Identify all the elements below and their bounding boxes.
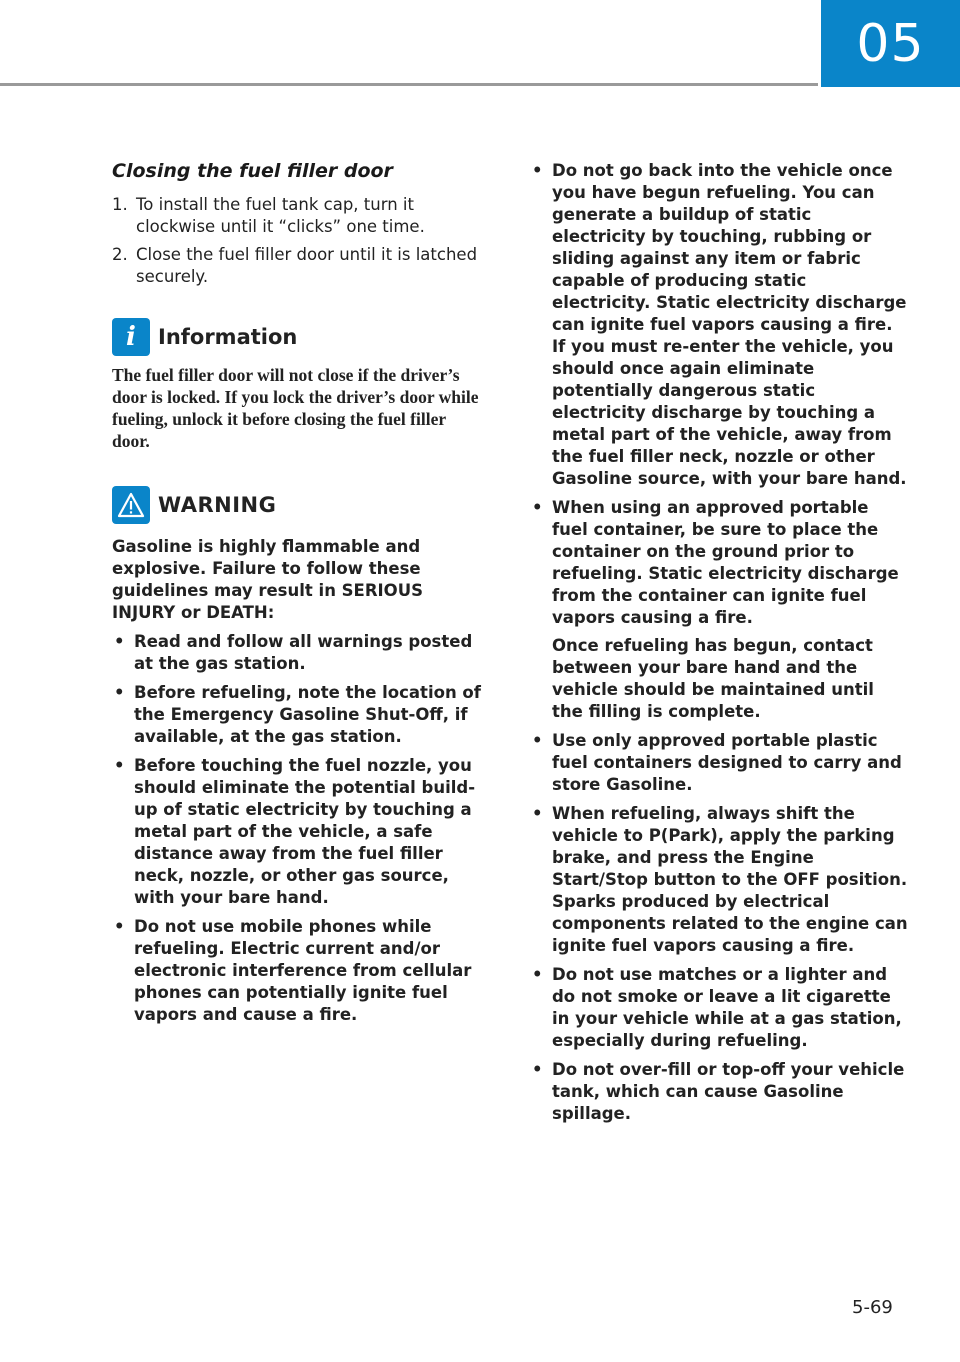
bullet-text: Do not go back into the vehicle once you have begun refueling. You can generate a buildup of static electricity by touching, rubbing or sliding against any item or fabric capable of producing static electricity. Static electricity discharge can ignite fuel vapors causing a fire. If you must re-enter the vehicle, you should once again eliminate potentially dangerous static electricity discharge by touching a metal part of the vehicle, away from the fuel filler neck, nozzle or other Gasoline source, with your bare hand. [552,161,907,488]
information-text: The fuel filler door will not close if the driver’s door is locked. If you lock the driver’s door while fueling, unlock it before closing the fuel filler door. [112,365,479,451]
warning-triangle-icon [112,486,150,524]
bullet-text: Do not use matches or a lighter and do not smoke or leave a lit cigarette in your vehicle while at a gas station, especially during refueling. [552,965,902,1050]
right-column [530,158,908,1125]
list-item: • When using an approved portable fuel container, be sure to place the container on the ground prior to refueling. Static electricity discharge from the container can ignite fuel vapors causing a fire. Once refueling has begun, contact between your bare hand and the vehicle should be maintained until the filling is complete. [530,497,908,723]
list-item: • Do not over-fill or top-off your vehicle tank, which can cause Gasoline spillage. [532,1060,905,1123]
list-item: • When refueling, always shift the vehicle to P(Park), apply the parking brake, and press the Engine Start/Stop button to the OFF position. Sparks produced by electrical components related to the engine can ignite fuel vapors causing a fire. [532,804,908,955]
header-rule [0,83,818,86]
info-icon: i [112,318,150,356]
list-item: • Use only approved portable plastic fuel containers designed to carry and store Gasoline. [532,731,902,794]
step-text: To install the fuel tank cap, turn it clockwise until it “clicks” one time. [136,195,425,236]
warning-bullets-left [112,631,487,1026]
bullet-text: Read and follow all warnings posted at the gas station. [134,632,473,673]
bullet-text: Before refueling, note the location of the Emergency Gasoline Shut-Off, if available, at the gas station. [134,683,481,746]
list-item: • Do not use mobile phones while refueling. Electric current and/or electronic interference from cellular phones can potentially ignite fuel vapors and cause a fire. [114,917,472,1024]
warning-header [112,486,487,524]
list-item: • Do not use matches or a lighter and do not smoke or leave a lit cigarette in your vehicle while at a gas station, especially during refueling. [532,965,902,1050]
bullet-text: Do not over-fill or top-off your vehicle tank, which can cause Gasoline spillage. [552,1060,905,1123]
bullet-text: When using an approved portable fuel container, be sure to place the container on the ground prior to refueling. Static electricity discharge from the container can ignite fuel vapors causing a fire. [552,498,899,627]
bullet-continuation: Once refueling has begun, contact between your bare hand and the vehicle should be maintained until the filling is complete. [552,636,874,721]
bullet-text: Use only approved portable plastic fuel containers designed to carry and store Gasoline. [552,731,902,794]
section-title: Closing the fuel filler door [112,160,393,182]
bullet-text: When refueling, always shift the vehicle to P(Park), apply the parking brake, and press the Engine Start/Stop button to the OFF position. Sparks produced by electrical components related to the engine can ignite fuel vapors causing a fire. [552,804,908,955]
left-column [112,158,487,1026]
warning-bullets-right [530,160,908,1125]
step-item [112,244,487,288]
step-item [112,194,487,238]
information-title: Information [158,325,298,349]
page-number: 5-69 [852,1297,893,1318]
warning-lead: Gasoline is highly flammable and explosive. Failure to follow these guidelines may result in SERIOUS INJURY or DEATH: [112,537,423,622]
information-header [112,318,487,356]
step-number: 2. [112,245,128,264]
list-item: • Before touching the fuel nozzle, you should eliminate the potential build-up of static electricity by touching a metal part of the vehicle, a safe distance away from the fuel filler neck, nozzle, or other gas source, with your bare hand. [114,756,476,907]
chapter-number: 05 [856,13,925,74]
chapter-tab [821,0,960,87]
step-number: 1. [112,195,128,214]
list-item: • Read and follow all warnings posted at the gas station. [114,632,473,673]
steps-list [112,194,487,288]
bullet-text: Before touching the fuel nozzle, you should eliminate the potential build-up of static electricity by touching a metal part of the vehicle, a safe distance away from the fuel filler neck, nozzle, or other gas source, with your bare hand. [134,756,476,907]
bullet-text: Do not use mobile phones while refueling. Electric current and/or electronic interference from cellular phones can potentially ignite fuel vapors and cause a fire. [134,917,472,1024]
step-text: Close the fuel filler door until it is latched securely. [136,245,478,286]
list-item: • Do not go back into the vehicle once you have begun refueling. You can generate a buildup of static electricity by touching, rubbing or sliding against any item or fabric capable of producing static electricity. Static electricity discharge can ignite fuel vapors causing a fire. If you must re-enter the vehicle, you should once again eliminate potentially dangerous static electricity discharge by touching a metal part of the vehicle, away from the fuel filler neck, nozzle or other Gasoline source, with your bare hand. [532,161,907,488]
list-item: • Before refueling, note the location of the Emergency Gasoline Shut-Off, if available, at the gas station. [114,683,481,746]
warning-title: WARNING [158,493,277,517]
